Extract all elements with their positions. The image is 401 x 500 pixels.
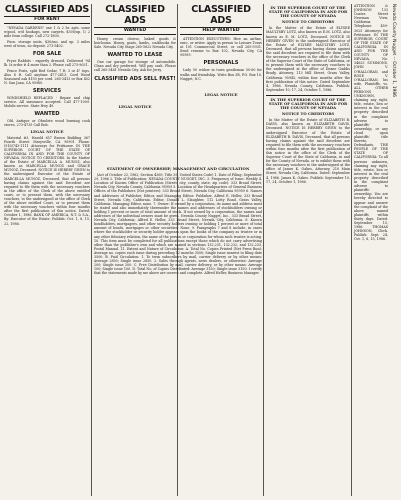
notice-heading: NOTICE TO CREDITORS (281, 111, 335, 117)
wanted-heading: WANTED (94, 28, 176, 35)
wanted-ad: Old, Antique or Obsolete wood burning cook stoves, 273-4735 Call Bob. (4, 119, 90, 128)
notice-heading: NOTICE TO CREDITORS (281, 19, 335, 25)
legal-notice-heading: LEGAL NOTICE (30, 128, 64, 134)
column-4 (266, 4, 350, 185)
summons-text: ATTENTION & JOHNSON 133 Coates Street Newman View, California Telephone: 459-3025 Attorneys for Petitioner. IN THE SUPERIOR COURT OF THE STATE OF CALIFORNIA IN AND FOR THE COUNTY OF NEVADA. No. 34625 SUMMONS. JOHN V. O'HALLORAN, and ROSE V. O'HALLORAN, his wife, Plaintiffs, vs. ALL OTHER PERSONS UNKNOWN, claiming any right, title, estate, lien or interest in the real property described in the complaint adverse to plaintiffs' ownership, or any cloud upon plaintiffs' title thereto, Defendants. THE PEOPLE OF THE STATE OF CALIFORNIA: To all persons unknown, claiming any right, title, estate, lien or interest in the real property described in the complaint adverse to plaintiffs' ownership. You are hereby directed to appear and answer the complaint of the above named plaintiffs within thirty days. Dated: September 15, 1986. THOMAS JOHNSON, Clerk. Publish: Sept. 24, Oct. 1, 8, 15, 1986. (354, 4, 388, 242)
court-heading: IN THE SUPERIOR COURT OF THE STATE OF CALIFORNIA IN AND FOR THE COUNTY OF NEVADA (268, 5, 348, 19)
help-wanted-heading: HELP WANTED (180, 28, 262, 35)
services-ad: WINDSHIELD REPLACED - Repair and chip service. All insurance accepted. Call 477-1009. Mobile service. State Hwy 49. (4, 96, 90, 109)
legal-notice-text: Material #3. Harold 657 Brown Building 367 Fourth Street Marysville, CA 95901 Phone: (916)743-1111 Attorneys for Petitioner. IN THE SUPERIOR COURT OF THE STATE OF CALIFORNIA IN AND FOR THE COUNTY OF NEVADA. NOTICE TO CREDITORS. In the Matter of the Estate of MARCELLA A. MUNOZ, also known as MARCELLA MUNOZ and GRACE MUNOZ, Deceased. NOTICE IS HEREBY GIVEN to the undersigned Executor of the Estate of MARCELLA MUNOZ, Deceased, that all persons having claims against the said Decedent are required to file them with the necessary vouchers in the office of the Clerk of the above entitled court, or to present them, with the necessary vouchers, to the undersigned at the office of Clerk of the above entitled Court, or to present them with the necessary vouchers within four months after the first publication of this notice. Dated: October 1, 1986. BANK OF AMERICA, N.T. & S.A., By: Executor of the Estate. Publish: Oct. 1, 8, 15, 22, 1986. (4, 135, 90, 226)
for-rent-heading: FOR RENT (4, 17, 90, 24)
personals-heading: PERSONALS (203, 60, 239, 67)
for-sale-ad: Fryer Rabbits - expertly dressed, Delivered '94 lb. Is order # 4 more than 3. Please call 273-9031. (4, 58, 90, 68)
for-rent-ad: Furn. storage units, $30/mo. and up. 3 miles west of town, no deposit. 273-5402. (4, 39, 90, 48)
side-caption (389, 4, 397, 204)
wanted-ad: Honey, cream cheese, baked goods & heirlooms. Honey, goats, lambs, cookbooks for Sale. Nevada City Stage 265-5622 Nevada City. (94, 37, 176, 50)
statement-title: STATEMENT OF OWNERSHIP, MANAGEMENT AND CIRCULATION (106, 166, 250, 171)
for-sale-ad: Fence Posts, split Red Cedar, 7 ft, 3 or 4" tops. Also 8 ft. Call anytime 477-2413. Cord Wood Seasoned oak $150 per cord. 265-3413 or Box 402 N. San Juan, CA 95960. (4, 68, 90, 85)
for-rent-ad: "NEVADA GARDENS" one 1 & 2 br. apts. some w/pool, w/d hookups, new carpets, $300/up. 1/ 2 mile from college. Call 272-1800. (4, 26, 90, 39)
classified-header: CLASSIFIED ADS (4, 4, 90, 15)
wanted-heading: WANTED (34, 111, 60, 118)
classified-promo: CLASSIFIED ADS SELL FAST! (94, 75, 176, 82)
wanted-to-lease-heading: WANTED TO LEASE (107, 52, 163, 59)
personals-ad: Lady 50 widow in town gentleman 50-60 for walks and friendship. Write Box 3B, P.O. Box 10, Nugget, N.C. (180, 68, 262, 81)
services-heading: SERVICES (32, 88, 62, 95)
divider (266, 95, 350, 96)
column-divider (263, 4, 264, 496)
column-divider (351, 4, 352, 496)
statement-text: (Act of October 23, 1962; Section 4369, Title 39, United States Code) 1. Date of Filing: September 29, 1986 2. Title of Publication: NEVADA COUNTY NUGGET, INC. 3. Frequency of Issue: Weekly 4. Location of Known Office of Publication (Street, city, county, state, zip code): 333 Broad Street, Nevada City, Nevada County, California 95959 5. Location of the Headquarters of General Business Offices of the Publishers (Not printers): 333 Broad Street, Nevada City, California 95959 6. Names and Addresses of Publisher, Editor, and Managing Editor: Publisher, Alfred E. Heller, 333 Broad Street, Nevada City, California. Editor, Donald L. Slaughter, 112 Lotty Road, Grass Valley, California. Managing Editor, none. 7. Owner: If owned by a corporation, its name and address must be stated and also immediately thereunder the names and addresses of stockholders owning or holding 1 percent or more of total amount of stock. If not owned by a corporation, the names and addresses of the individual owners must be given. Nevada County Nugget, Inc., 333 Broad Street, Nevada City, California; Alfred E. Heller, 333 Broad Street, Nevada City, California. 8. Known bondholders, mortgagees, and other security holders owning or holding 1 percent or more of total amount of bonds, mortgages or other securities: None. 9. Paragraphs 7 and 8 include, in cases where the stockholder or security holder appears upon the books of the company as trustee or in any other fiduciary relation, the name of the person or corporation for whom such trustee is acting. 10. This item must be completed for all publications except those which do not carry advertising other than the publisher's own and which are named in sections 132.231, 132.232, and 132.233, Postal Manual. 11. Extent and Nature of Circulation: A. Total No. Copies Printed (Net Press Run): Average no. copies each issue during preceding 12 months 3500; Single issue nearest to filing date 3500. B. Paid Circulation: 1. To term subscribers by mail, carrier delivery or by other means: Average 2850; Single issue 2850. 2. Sales through agents, news dealers, or otherwise: Average 200; Single issue 200. C. Free Distribution by mail, carrier delivery, or by other means: Average 100; Single issue 100. D. Total No. of Copies Distributed: Average 3150; Single issue 3150. I certify that the statements made by me above are correct and complete. Alfred Heller, Business Manager. (94, 173, 262, 276)
side-caption-text: Nevada County Nugget -- October 1, 1986 (391, 4, 396, 97)
notice-text: In the Matter of the Estate of ELIZABETH B. DAVIS, also known as ELIZABETH DAVIS, Deceased. NOTICE IS HEREBY GIVEN to the undersigned Executor of the Estate of ELIZABETH B. DAVIS, Deceased, that all persons having claims against the said decedent are required to file them with the necessary vouchers within four months after the first publication of this notice in the office of the Clerk of the Superior Court of the State of California, in and for the County of Nevada, or to exhibit them with the necessary vouchers to the undersigned at the office of James K. Oakes, Attorney, 210 Main Street, Nevada City, California. Dated: September 4, 1986. James K. Oakes. Publish: September 10, 17, 24, October 1, 1986. (266, 118, 350, 184)
classified-header: CLASSIFIED ADS (180, 4, 262, 28)
column-5 (354, 4, 388, 243)
column-3 (180, 4, 262, 99)
column-2 (94, 4, 176, 111)
wanted-to-lease-ad: One car garage for storage of automobile. Clean and dry preferred. Will pay cash. Please call 265-3461 Nevada City. Ask for Jerry. (94, 60, 176, 73)
legal-notice-heading: LEGAL NOTICE (204, 91, 238, 97)
column-divider (91, 4, 92, 496)
column-1 (4, 4, 90, 227)
notice-text: In the Matter of the Estate of ELYSEE MAULTSBY LOTZ, also known as E.M. LOTZ, also known as E. M. LOTZ, Deceased. NOTICE IS HEREBY GIVEN to the undersigned Executor of the Estate of ELYSEE MAULTSBY LOTZ, Deceased, that all persons having claims against the said decedent are required to file them with the necessary vouchers in the office of the Clerk of the Superior Court of the State of California, or to present them with the necessary vouchers to the undersigned at the office of Deane Gaddis Brady, Attorney, 113 Mill Street, Grass Valley, California 95945, within four months after the first publication of this notice. Dated September 4, 1986. Nevada County, California. Publish: September 10, 17, 24, October 1, 1986. (266, 26, 350, 92)
court-heading: IN THE SUPERIOR COURT OF THE STATE OF CALIFORNIA IN AND FOR THE COUNTY OF NEVADA (268, 96, 348, 111)
statement-of-ownership (94, 165, 262, 277)
for-sale-heading: FOR SALE (32, 50, 62, 57)
legal-notice-heading: LEGAL NOTICE (118, 103, 152, 109)
classified-header: CLASSIFIED ADS (94, 4, 176, 28)
help-wanted-ad: ATTENTION EXECUTIVES: Hire an airline, exec, or writer. Apply in person to Leisure Tours at 101 Commercial Street, or call 265-5931. Send resume to Box 102, Nevada City, CA 95959. (180, 37, 262, 58)
